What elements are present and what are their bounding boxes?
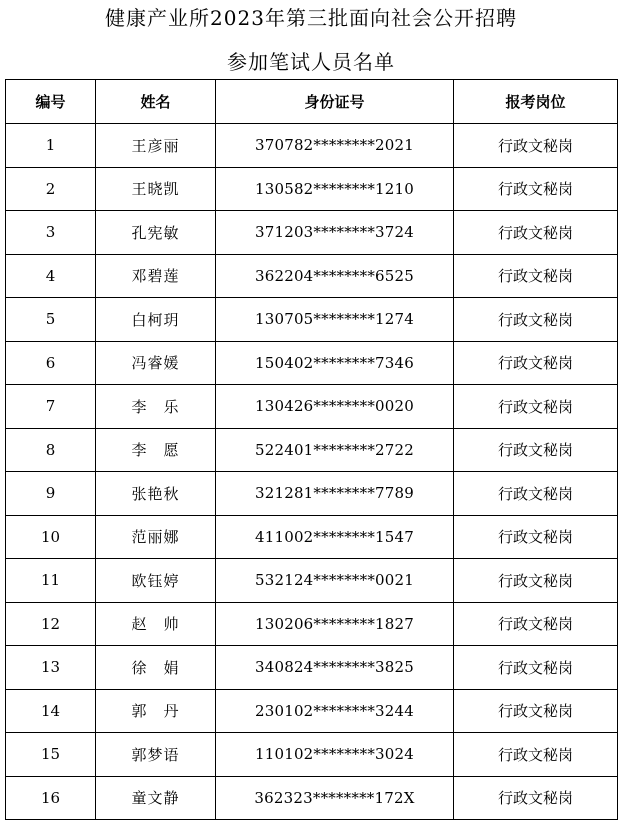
cell-position: 行政文秘岗 (454, 341, 618, 385)
cell-position: 行政文秘岗 (454, 428, 618, 472)
cell-id-number: 532124********0021 (216, 559, 454, 603)
cell-position: 行政文秘岗 (454, 559, 618, 603)
cell-name: 孔宪敏 (96, 211, 216, 255)
cell-name: 李 愿 (96, 428, 216, 472)
table-row (6, 298, 618, 342)
cell-name: 白柯玥 (96, 298, 216, 342)
table-row (6, 341, 618, 385)
cell-position: 行政文秘岗 (454, 124, 618, 168)
table-row (6, 733, 618, 777)
cell-name: 欧钰婷 (96, 559, 216, 603)
cell-number: 14 (6, 689, 96, 733)
cell-id-number: 362323********172X (216, 776, 454, 820)
cell-position: 行政文秘岗 (454, 515, 618, 559)
cell-number: 16 (6, 776, 96, 820)
cell-name: 徐 娟 (96, 646, 216, 690)
cell-id-number: 411002********1547 (216, 515, 454, 559)
cell-number: 1 (6, 124, 96, 168)
cell-id-number: 130206********1827 (216, 602, 454, 646)
cell-number: 12 (6, 602, 96, 646)
header-id-number: 身份证号 (216, 80, 454, 124)
table-row (6, 385, 618, 429)
cell-number: 13 (6, 646, 96, 690)
cell-number: 3 (6, 211, 96, 255)
cell-name: 邓碧莲 (96, 254, 216, 298)
cell-id-number: 150402********7346 (216, 341, 454, 385)
cell-id-number: 230102********3244 (216, 689, 454, 733)
cell-number: 7 (6, 385, 96, 429)
cell-position: 行政文秘岗 (454, 211, 618, 255)
table-row (6, 124, 618, 168)
cell-position: 行政文秘岗 (454, 298, 618, 342)
table-row (6, 428, 618, 472)
page-subtitle: 参加笔试人员名单 (227, 50, 395, 74)
table-row (6, 776, 618, 820)
cell-name: 李 乐 (96, 385, 216, 429)
table-row (6, 515, 618, 559)
cell-number: 15 (6, 733, 96, 777)
cell-id-number: 130426********0020 (216, 385, 454, 429)
cell-name: 张艳秋 (96, 472, 216, 516)
cell-name: 冯睿媛 (96, 341, 216, 385)
cell-position: 行政文秘岗 (454, 646, 618, 690)
cell-number: 6 (6, 341, 96, 385)
cell-id-number: 130582********1210 (216, 167, 454, 211)
candidate-table (5, 79, 618, 820)
cell-position: 行政文秘岗 (454, 602, 618, 646)
cell-id-number: 370782********2021 (216, 124, 454, 168)
cell-number: 5 (6, 298, 96, 342)
cell-position: 行政文秘岗 (454, 167, 618, 211)
cell-position: 行政文秘岗 (454, 254, 618, 298)
cell-position: 行政文秘岗 (454, 689, 618, 733)
table-row (6, 472, 618, 516)
cell-name: 童文静 (96, 776, 216, 820)
cell-number: 2 (6, 167, 96, 211)
cell-number: 8 (6, 428, 96, 472)
cell-id-number: 110102********3024 (216, 733, 454, 777)
cell-number: 9 (6, 472, 96, 516)
table-row (6, 211, 618, 255)
page-title: 健康产业所2023年第三批面向社会公开招聘 (105, 6, 517, 30)
cell-id-number: 362204********6525 (216, 254, 454, 298)
table-row (6, 167, 618, 211)
cell-id-number: 522401********2722 (216, 428, 454, 472)
table-row (6, 254, 618, 298)
table-row (6, 646, 618, 690)
cell-number: 10 (6, 515, 96, 559)
cell-number: 11 (6, 559, 96, 603)
header-number: 编号 (6, 80, 96, 124)
cell-id-number: 371203********3724 (216, 211, 454, 255)
cell-name: 王彦丽 (96, 124, 216, 168)
cell-name: 郭 丹 (96, 689, 216, 733)
header-position: 报考岗位 (454, 80, 618, 124)
cell-position: 行政文秘岗 (454, 776, 618, 820)
cell-id-number: 340824********3825 (216, 646, 454, 690)
cell-name: 王晓凯 (96, 167, 216, 211)
cell-name: 郭梦语 (96, 733, 216, 777)
cell-id-number: 321281********7789 (216, 472, 454, 516)
cell-number: 4 (6, 254, 96, 298)
cell-name: 赵 帅 (96, 602, 216, 646)
table-row (6, 559, 618, 603)
header-name: 姓名 (96, 80, 216, 124)
table-header-row (6, 80, 618, 124)
table-row (6, 689, 618, 733)
cell-name: 范丽娜 (96, 515, 216, 559)
table-row (6, 602, 618, 646)
cell-position: 行政文秘岗 (454, 733, 618, 777)
cell-position: 行政文秘岗 (454, 385, 618, 429)
cell-id-number: 130705********1274 (216, 298, 454, 342)
cell-position: 行政文秘岗 (454, 472, 618, 516)
